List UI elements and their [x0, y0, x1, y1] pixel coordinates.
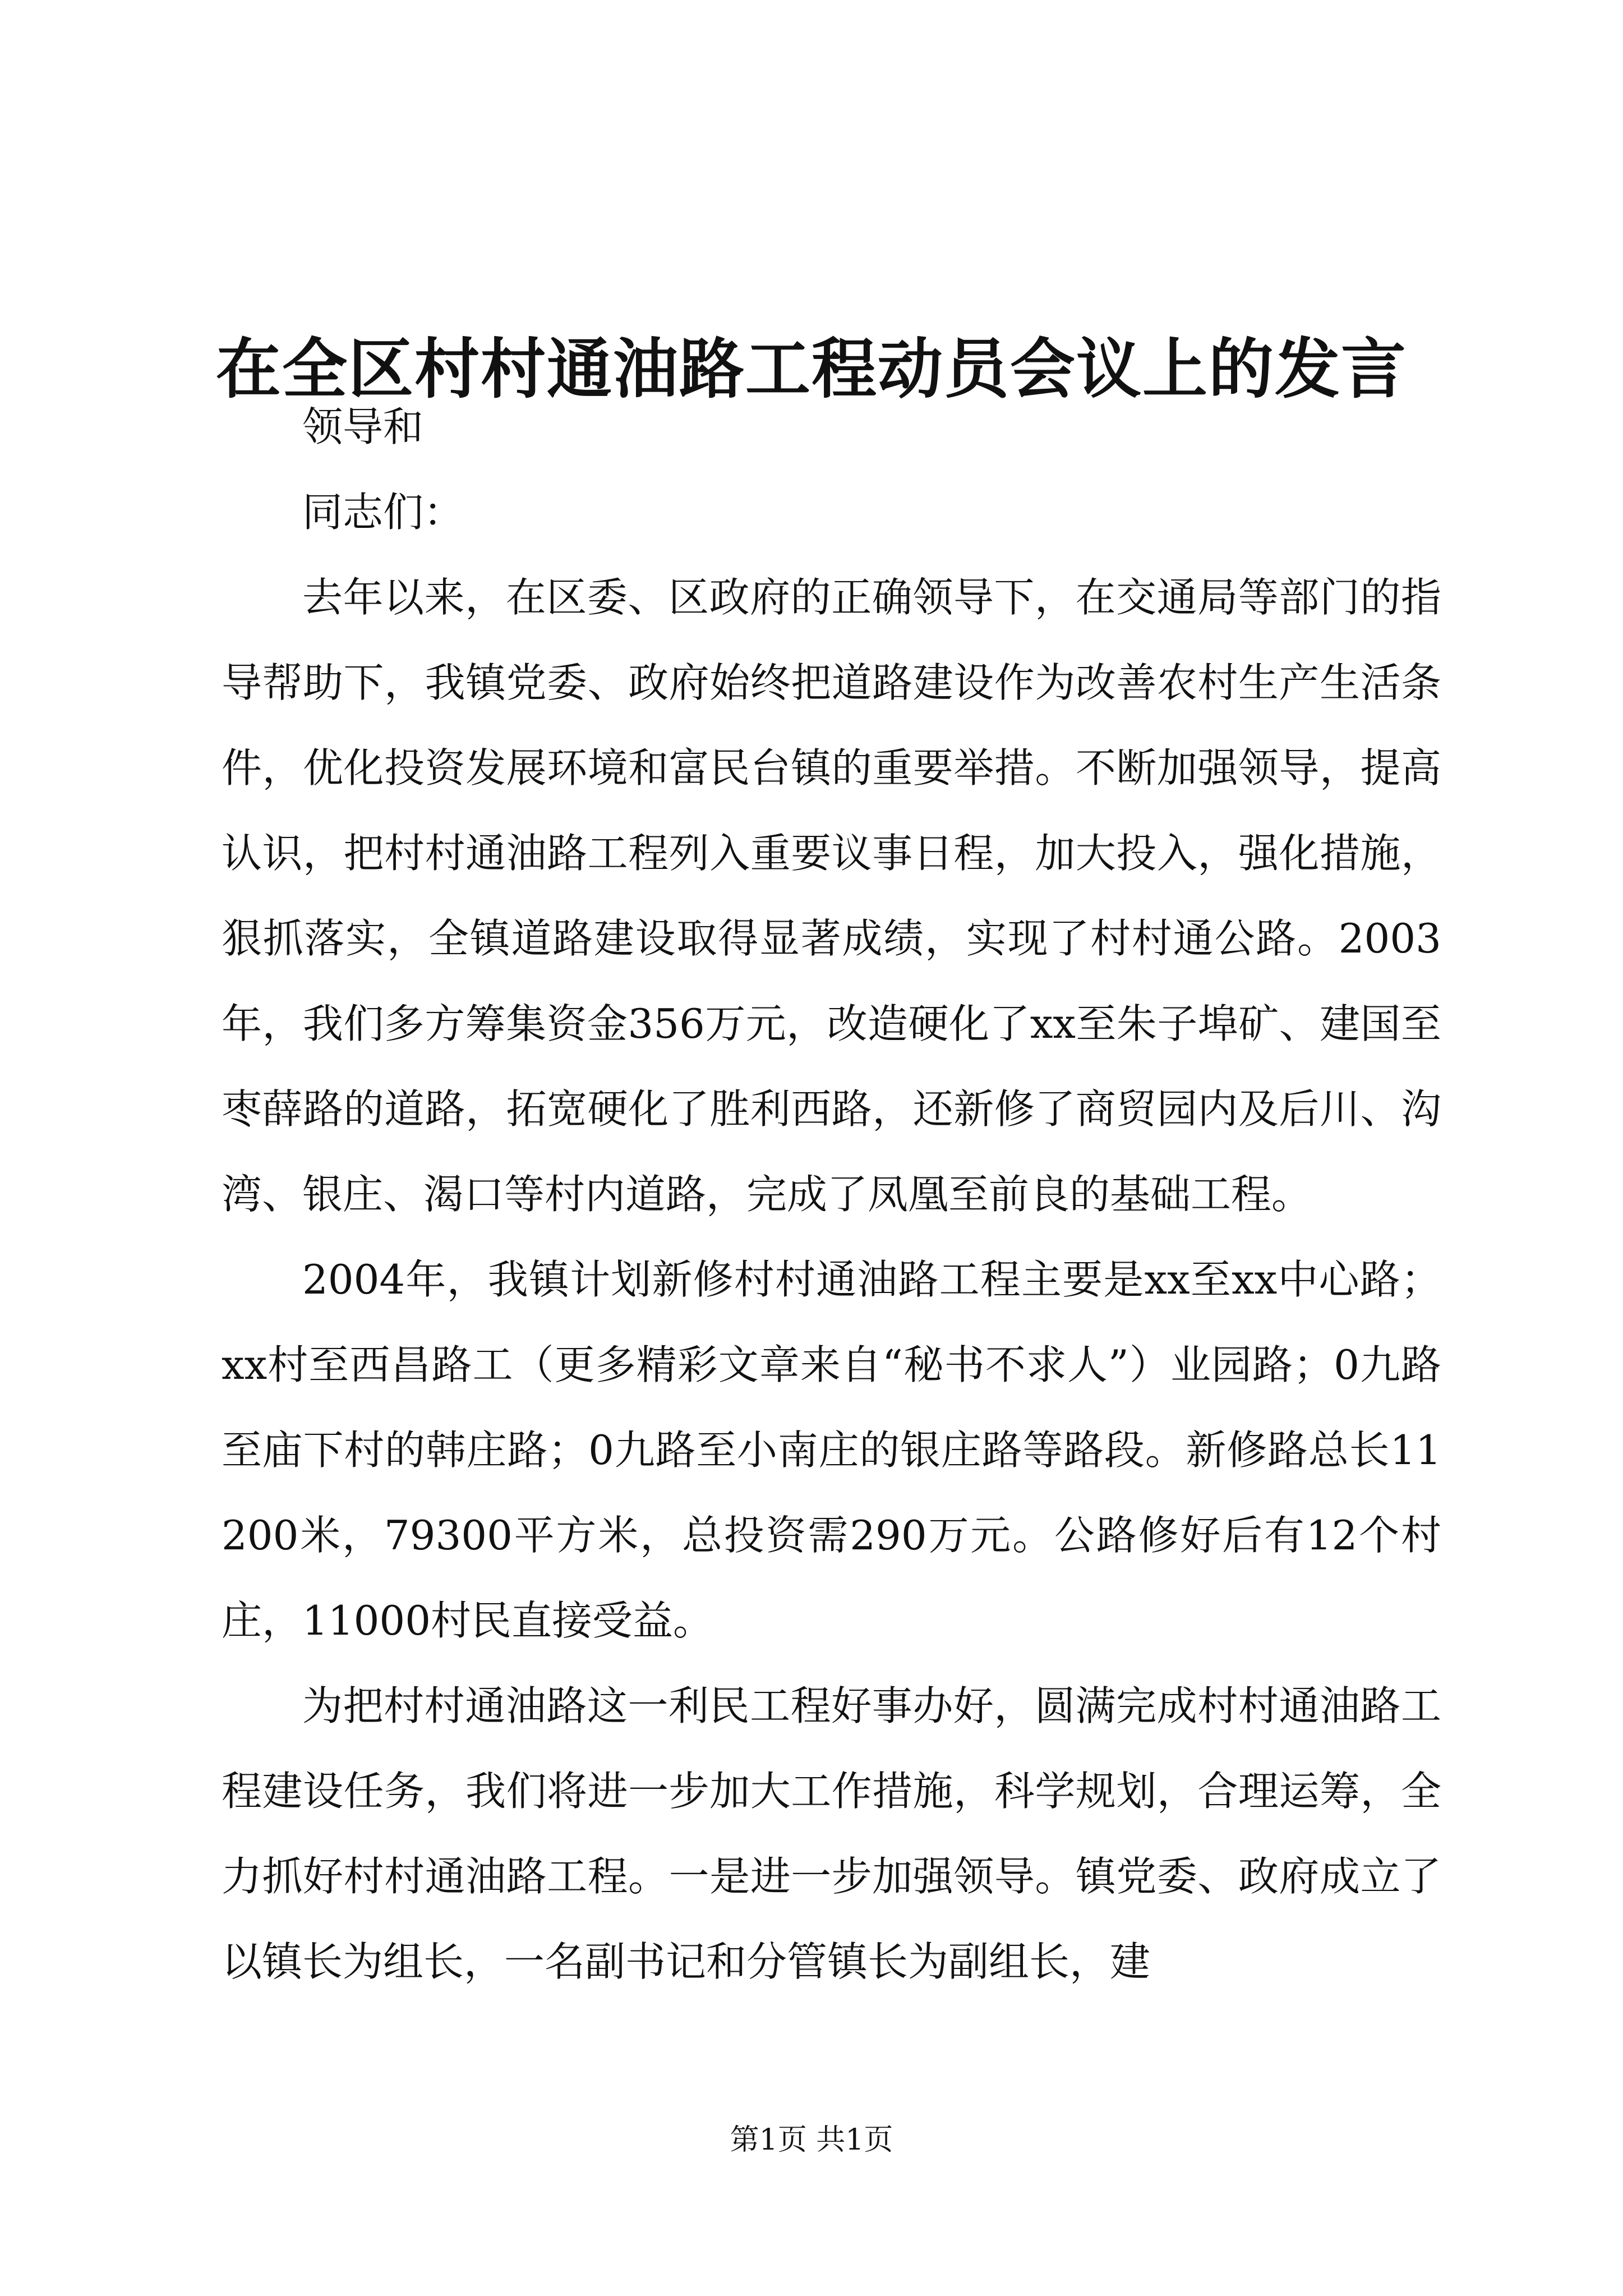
paragraph-2: 2004年，我镇计划新修村村通油路工程主要是xx至xx中心路；xx村至西昌路工（更多精彩文章来自“秘书不求人”）业园路；0九路至庙下村的韩庄路；0九路至小南庄的银庄路等路段。新修路总长11200米，79300平方米，总投资需290万元。公路修好后有12个村庄，11000村民直接受益。 [222, 1256, 1441, 1644]
salutation-line-1: 领导和 [302, 403, 424, 450]
page-footer: 第1页 共1页 [730, 2123, 893, 2157]
paragraph-3: 为把村村通油路这一利民工程好事办好，圆满完成村村通油路工程建设任务，我们将进一步加大工作措施，科学规划，合理运筹，全力抓好村村通油路工程。一是进一步加强领导。镇党委、政府成立了以镇长为组长，一名副书记和分管镇长为副组长，建 [222, 1682, 1441, 1985]
page-title: 在全区村村通油路工程动员会议上的发言 [216, 330, 1407, 407]
document-body [222, 384, 1441, 2004]
salutation-line-2: 同志们： [302, 489, 464, 536]
paragraph-1: 去年以来，在区委、区政府的正确领导下，在交通局等部门的指导帮助下，我镇党委、政府始终把道路建设作为改善农村生产生活条件，优化投资发展环境和富民台镇的重要举措。不断加强领导，提高认识，把村村通油路工程列入重要议事日程，加大投入，强化措施，狠抓落实，全镇道路建设取得显著成绩，实现了村村通公路。2003年，我们多方筹集资金356万元，改造硬化了xx至朱子埠矿、建国至枣薛路的道路，拓宽硬化了胜利西路，还新修了商贸园内及后川、沟湾、银庄、渴口等村内道路，完成了凤凰至前良的基础工程。 [222, 574, 1441, 1218]
